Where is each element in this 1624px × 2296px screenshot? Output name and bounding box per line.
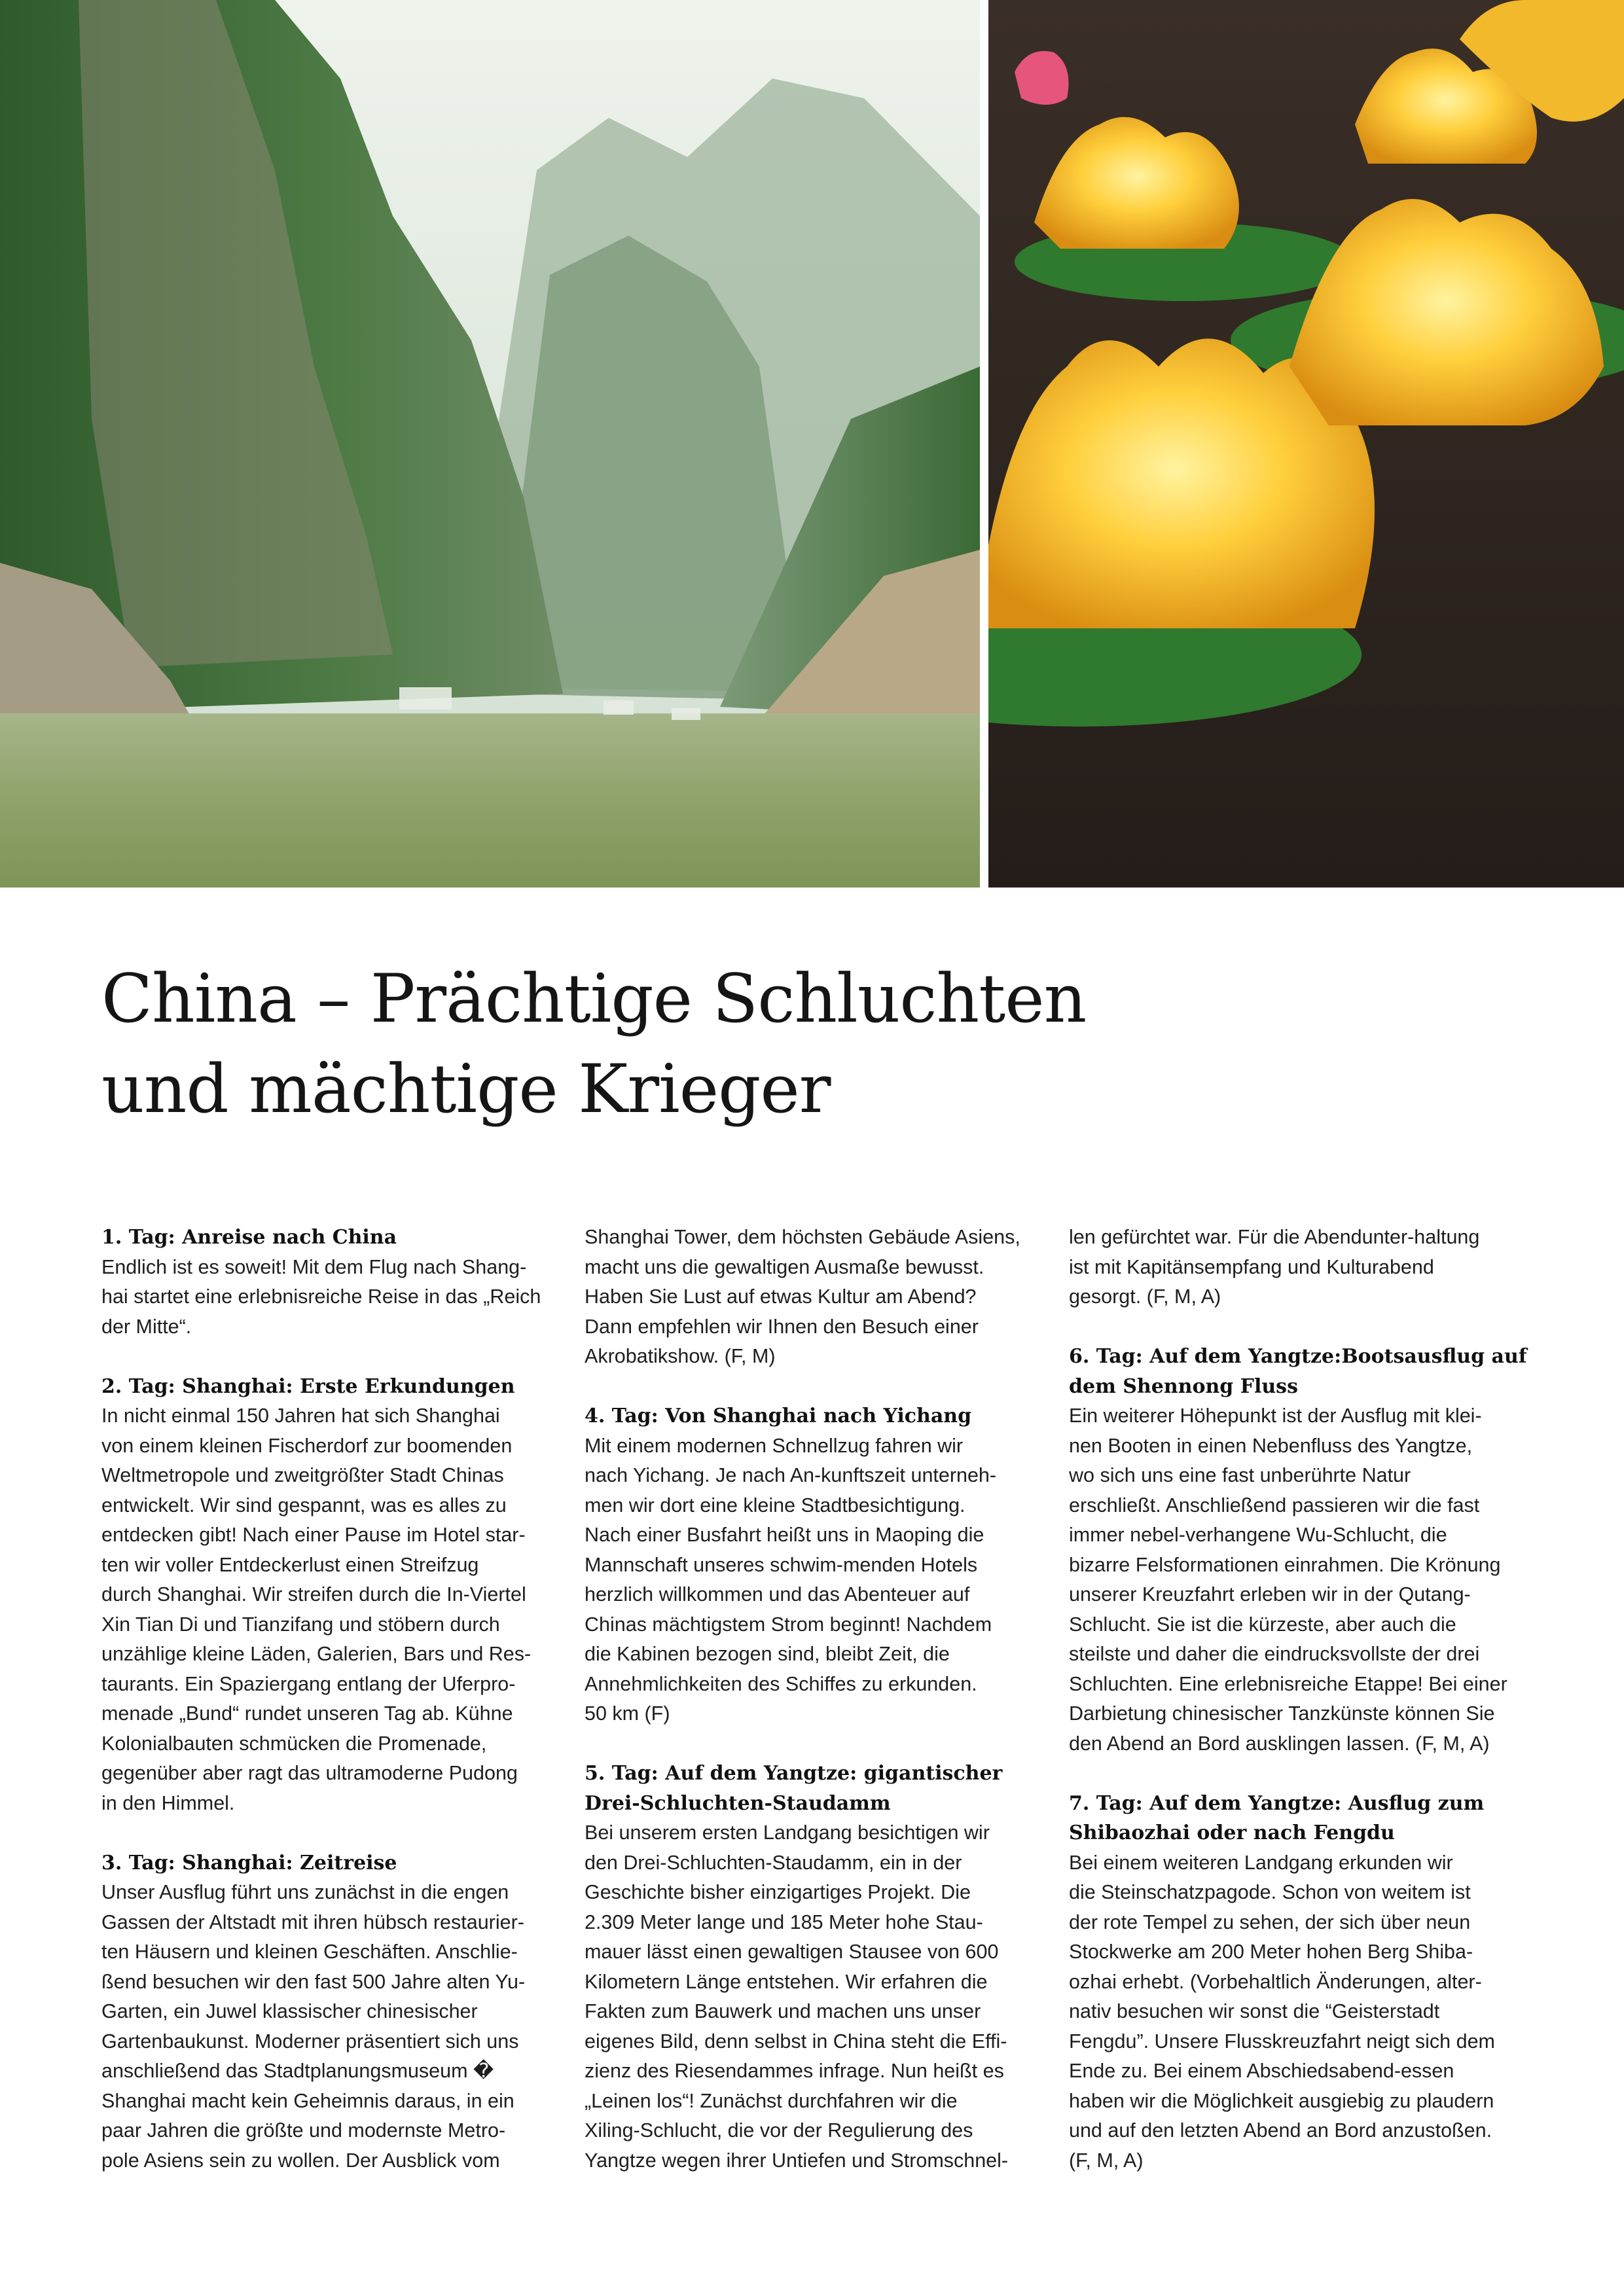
day-5-continued-section [1069,1223,1527,1312]
day-3-heading: 3. Tag: Shanghai: Zeitreise [101,1851,397,1874]
page-title [101,954,1542,1135]
day-3-continued-text: Shanghai Tower, dem höchsten Gebäude Asiens, macht uns die gewaltigen Ausmaße bewusst. Haben Sie Lust auf etwas Kultur am Abend? Dann empfehlen wir Ihnen den Besuch einer Akrobatikshow. (F, M) [585,1226,1020,1367]
day-6-section [1069,1342,1527,1759]
day-6-text: Ein weiterer Höhepunkt ist der Ausflug mit klei- nen Booten in einen Nebenfluss des Yangtze, wo sich uns eine fast unberührte Natur erschließt. Anschließend passieren wir die fast immer nebel-verhangene Wu-Schlucht, die bizarre Felsformationen einrahmen. Die Krönung unserer Kreuzfahrt erleben wir in der Qutang- Schlucht. Sie ist die kürzeste, aber auch die steilste und daher die eindrucksvollste der drei Schluchten. Eine erlebnisreiche Etappe! Bei einer Darbietung chinesischer Tanzkünste können Sie den Abend an Bord ausklingen lassen. (F, M, A) [1069,1405,1507,1755]
day-6-heading: 6. Tag: Auf dem Yangtze:Bootsausflug auf dem Shennong Fluss [1069,1345,1527,1398]
day-7-heading: 7. Tag: Auf dem Yangtze: Ausflug zum Shibaozhai oder nach Fengdu [1069,1791,1485,1844]
text-column-2 [585,1223,1043,2176]
day-2-section [101,1372,560,1819]
text-column-3 [1069,1223,1527,2176]
title-line-2: und mächtige Krieger [101,1050,831,1128]
day-4-section [585,1401,1043,1729]
day-5-continued-text: len gefürchtet war. Für die Abendunter-haltung ist mit Kapitänsempfang und Kulturabend gesorgt. (F, M, A) [1069,1226,1480,1308]
day-1-text: Endlich ist es soweit! Mit dem Flug nach Shang- hai startet eine erlebnisreiche Reise in das „Reich der Mitte“. [101,1255,541,1338]
day-3-continued-section [585,1223,1043,1372]
day-5-heading: 5. Tag: Auf dem Yangtze: gigantischer Drei-Schluchten-Staudamm [585,1762,1003,1815]
day-2-heading: 2. Tag: Shanghai: Erste Erkundungen [101,1374,515,1398]
river-gorge-icon [0,0,980,888]
lotus-lanterns-photo [988,0,1624,888]
title-line-1: China – Prächtige Schluchten [101,960,1087,1038]
day-5-section [585,1759,1043,2176]
lotus-lanterns-icon [988,0,1624,888]
day-3-text: Unser Ausflug führt uns zunächst in die engen Gassen der Altstadt mit ihren hübsch restaurier- ten Häusern und kleinen Geschäften. Anschlie- ßend besuchen wir den fast 500 Jahre alten Yu- Garten, ein Juwel klassischer chinesischer Gartenbaukunst. Moderner präsentiert sich uns anschließend das Stadtplanungsmuseum � Shanghai macht kein Geheimnis daraus, in ein paar Jahren die größte und modernste Metro- pole Asiens sein zu wollen. Der Ausblick vom [101,1881,526,2172]
day-4-text: Mit einem modernen Schnellzug fahren wir nach Yichang. Je nach An-kunftszeit unterneh- men wir dort eine kleine Stadtbesichtigung. Nach einer Busfahrt heißt uns in Maoping die Mannschaft unseres schwim-menden Hotels herzlich willkommen und das Abenteuer auf Chinas mächtigstem Strom beginnt! Nachdem die Kabinen bezogen sind, bleibt Zeit, die Annehmlichkeiten des Schiffes zu erkunden. 50 km (F) [585,1434,997,1725]
day-5-text: Bei unserem ersten Landgang besichtigen wir den Drei-Schluchten-Staudamm, ein in der Geschichte bisher einzigartiges Projekt. Die 2.309 Meter lange und 185 Meter hohe Stau- mauer lässt einen gewaltigen Stausee von 600 Kilometern Länge entstehen. Wir erfahren die Fakten zum Bauwerk und machen uns unser eigenes Bild, denn selbst in China steht die Effi- zienz des Riesendammes infrage. Nun heißt es „Leinen los“! Zunächst durchfahren wir die Xiling-Schlucht, die vor der Regulierung des Yangtze wegen ihrer Untiefen und Stromschnel- [585,1821,1009,2172]
day-4-heading: 4. Tag: Von Shanghai nach Yichang [585,1405,972,1427]
day-2-text: In nicht einmal 150 Jahren hat sich Shanghai von einem kleinen Fischerdorf zur boomenden Weltmetropole und zweitgrößter Stadt Chinas entwickelt. Wir sind gespannt, was es alles zu entdecken gibt! Nach einer Pause im Hotel star- ten wir voller Entdeckerlust einen Streifzug durch Shanghai. Wir streifen durch die In-Viertel Xin Tian Di und Tianzifang und stöbern durch unzählige kleine Läden, Galerien, Bars und Res- taurants. Ein Spaziergang entlang der Uferpro- menade „Bund“ rundet unseren Tag ab. Kühne Kolonialbauten schmücken die Promenade, gegenüber aber ragt das ultramoderne Pudong in den Himmel. [101,1405,532,1814]
day-1-heading: 1. Tag: Anreise nach China [101,1226,397,1249]
river-gorge-photo [0,0,980,888]
day-3-section [101,1848,560,2176]
text-column-1 [101,1223,560,2176]
day-7-section [1069,1789,1527,2176]
day-1-section [101,1223,560,1342]
day-7-text: Bei einem weiteren Landgang erkunden wir die Steinschatzpagode. Schon von weitem ist der rote Tempel zu sehen, der sich über neun Stockwerke am 200 Meter hohen Berg Shiba- ozhai erhebt. (Vorbehaltlich Änderungen, alter- nativ besuchen wir sonst die “Geisterstadt Fengdu”. Unsere Flusskreuzfahrt neigt sich dem Ende zu. Bei einem Abschiedsabend-essen haben wir die Möglichkeit ausgiebig zu plaudern und auf den letzten Abend an Bord anzustoßen. (F, M, A) [1069,1851,1495,2172]
